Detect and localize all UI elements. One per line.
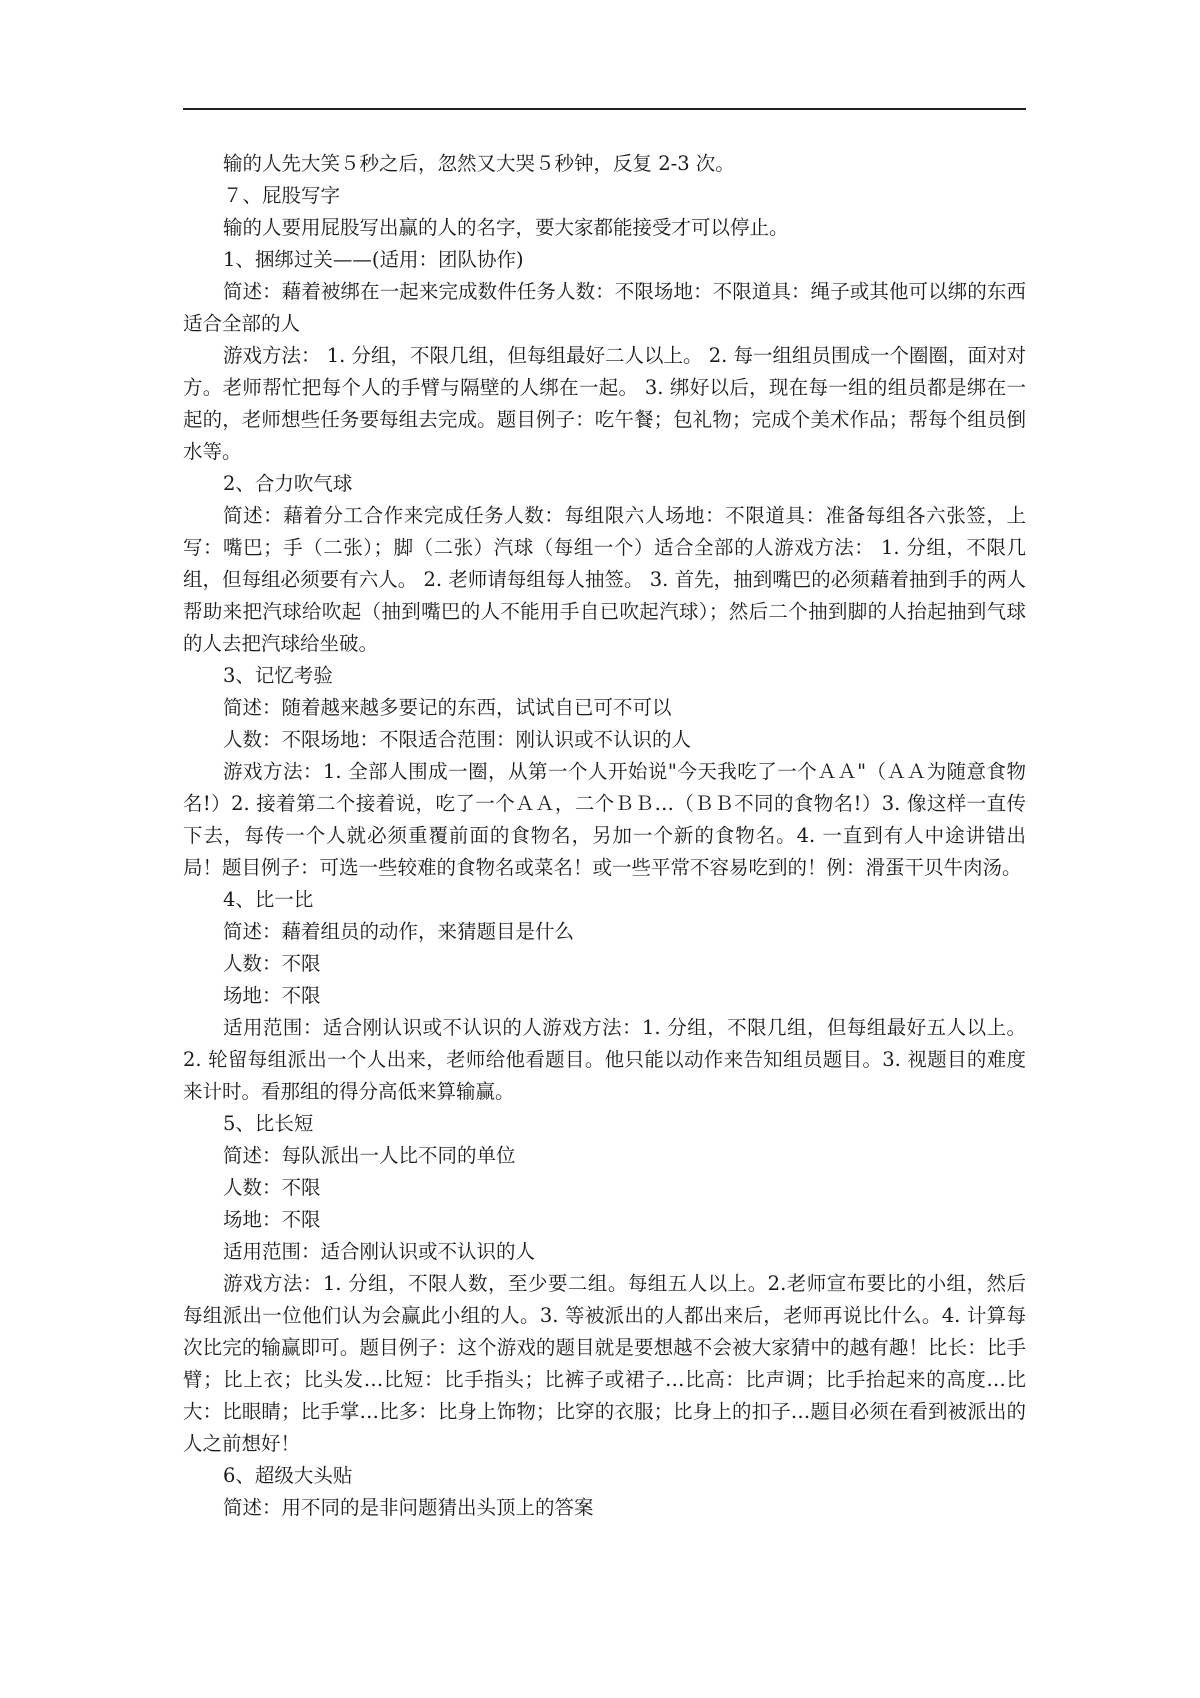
paragraph: 简述：用不同的是非问题猜出头顶上的答案 (223, 1496, 594, 1519)
section-heading: 2、合力吹气球 (223, 472, 353, 495)
paragraph: 简述：藉着组员的动作，来猜题目是什么 (223, 920, 575, 943)
paragraph: 简述：每队派出一人比不同的单位 (223, 1144, 516, 1167)
paragraph: 游戏方法：1. 全部人围成一圈，从第一个人开始说"今天我吃了一个ＡＡ"（ＡＡ为随意食物名!）2. 接着第二个接着说，吃了一个ＡＡ，二个ＢＢ…（ＢＢ不同的食物名!）3. 像这样一直传下去，每传一个人就必须重覆前面的食物名，另加一个新的食物名。4. 一直到有人中途讲错出局！题目例子：可选一些较难的食物名或菜名！或一些平常不容易吃到的！例：滑蛋干贝牛肉汤。 (183, 760, 1026, 879)
paragraph: 场地：不限 (223, 1208, 321, 1231)
paragraph: 人数：不限 (223, 952, 321, 975)
section-heading: 4、比一比 (223, 888, 314, 911)
header-rule (183, 108, 1026, 110)
section-heading: 5、比长短 (223, 1112, 314, 1135)
paragraph: 输的人先大笑５秒之后，忽然又大哭５秒钟，反复 2-3 次。 (223, 152, 735, 175)
section-heading: ７、屁股写字 (223, 184, 341, 207)
paragraph: 游戏方法： 1. 分组，不限几组，但每组最好二人以上。 2. 每一组组员围成一个圈圈，面对对方。老师帮忙把每个人的手臂与隔壁的人绑在一起。 3. 绑好以后，现在每一组的组员都是绑在一起的，老师想些任务要每组去完成。题目例子：吃午餐；包礼物；完成个美术作品；帮每个组员倒水等。 (183, 344, 1027, 463)
paragraph: 简述：藉着分工合作来完成任务人数：每组限六人场地：不限道具：准备每组各六张签，上写：嘴巴；手（二张）；脚（二张）汽球（每组一个）适合全部的人游戏方法： 1. 分组，不限几组，但每组必须要有六人。 2. 老师请每组每人抽签。 3. 首先，抽到嘴巴的必须藉着抽到手的两人帮助来把汽球给吹起（抽到嘴巴的人不能用手自已吹起汽球）；然后二个抽到脚的人抬起抽到气球的人去把汽球给坐破。 (183, 504, 1026, 655)
section-heading: 6、超级大头贴 (223, 1464, 353, 1487)
paragraph: 人数：不限场地：不限适合范围：刚认识或不认识的人 (223, 728, 692, 751)
paragraph: 输的人要用屁股写出赢的人的名字，要大家都能接受才可以停止。 (223, 216, 789, 239)
paragraph: 适用范围：适合刚认识或不认识的人游戏方法：1. 分组，不限几组，但每组最好五人以上。2. 轮留每组派出一个人出来，老师给他看题目。他只能以动作来告知组员题目。3. 视题目的难度来计时。看那组的得分高低来算输赢。 (183, 1016, 1026, 1103)
document-body (183, 148, 1026, 1524)
paragraph: 场地：不限 (223, 984, 321, 1007)
paragraph: 人数：不限 (223, 1176, 321, 1199)
paragraph: 游戏方法：1. 分组，不限人数，至少要二组。每组五人以上。2.老师宣布要比的小组，然后每组派出一位他们认为会赢此小组的人。3. 等被派出的人都出来后，老师再说比什么。4. 计算每次比完的输赢即可。题目例子：这个游戏的题目就是要想越不会被大家猜中的越有趣！比长：比手臂；比上衣；比头发…比短：比手指头；比裤子或裙子…比高：比声调；比手抬起来的高度…比大：比眼睛；比手掌…比多：比身上饰物；比穿的衣服；比身上的扣子…题目必须在看到被派出的人之前想好！ (183, 1272, 1026, 1455)
section-heading: 1、捆绑过关——(适用：团队协作) (223, 248, 524, 271)
paragraph: 适用范围：适合刚认识或不认识的人 (223, 1240, 536, 1263)
section-heading: 3、记忆考验 (223, 664, 333, 687)
paragraph: 简述：随着越来越多要记的东西，试试自已可不可以 (223, 696, 672, 719)
paragraph: 简述：藉着被绑在一起来完成数件任务人数：不限场地：不限道具：绳子或其他可以绑的东西适合全部的人 (183, 280, 1026, 335)
